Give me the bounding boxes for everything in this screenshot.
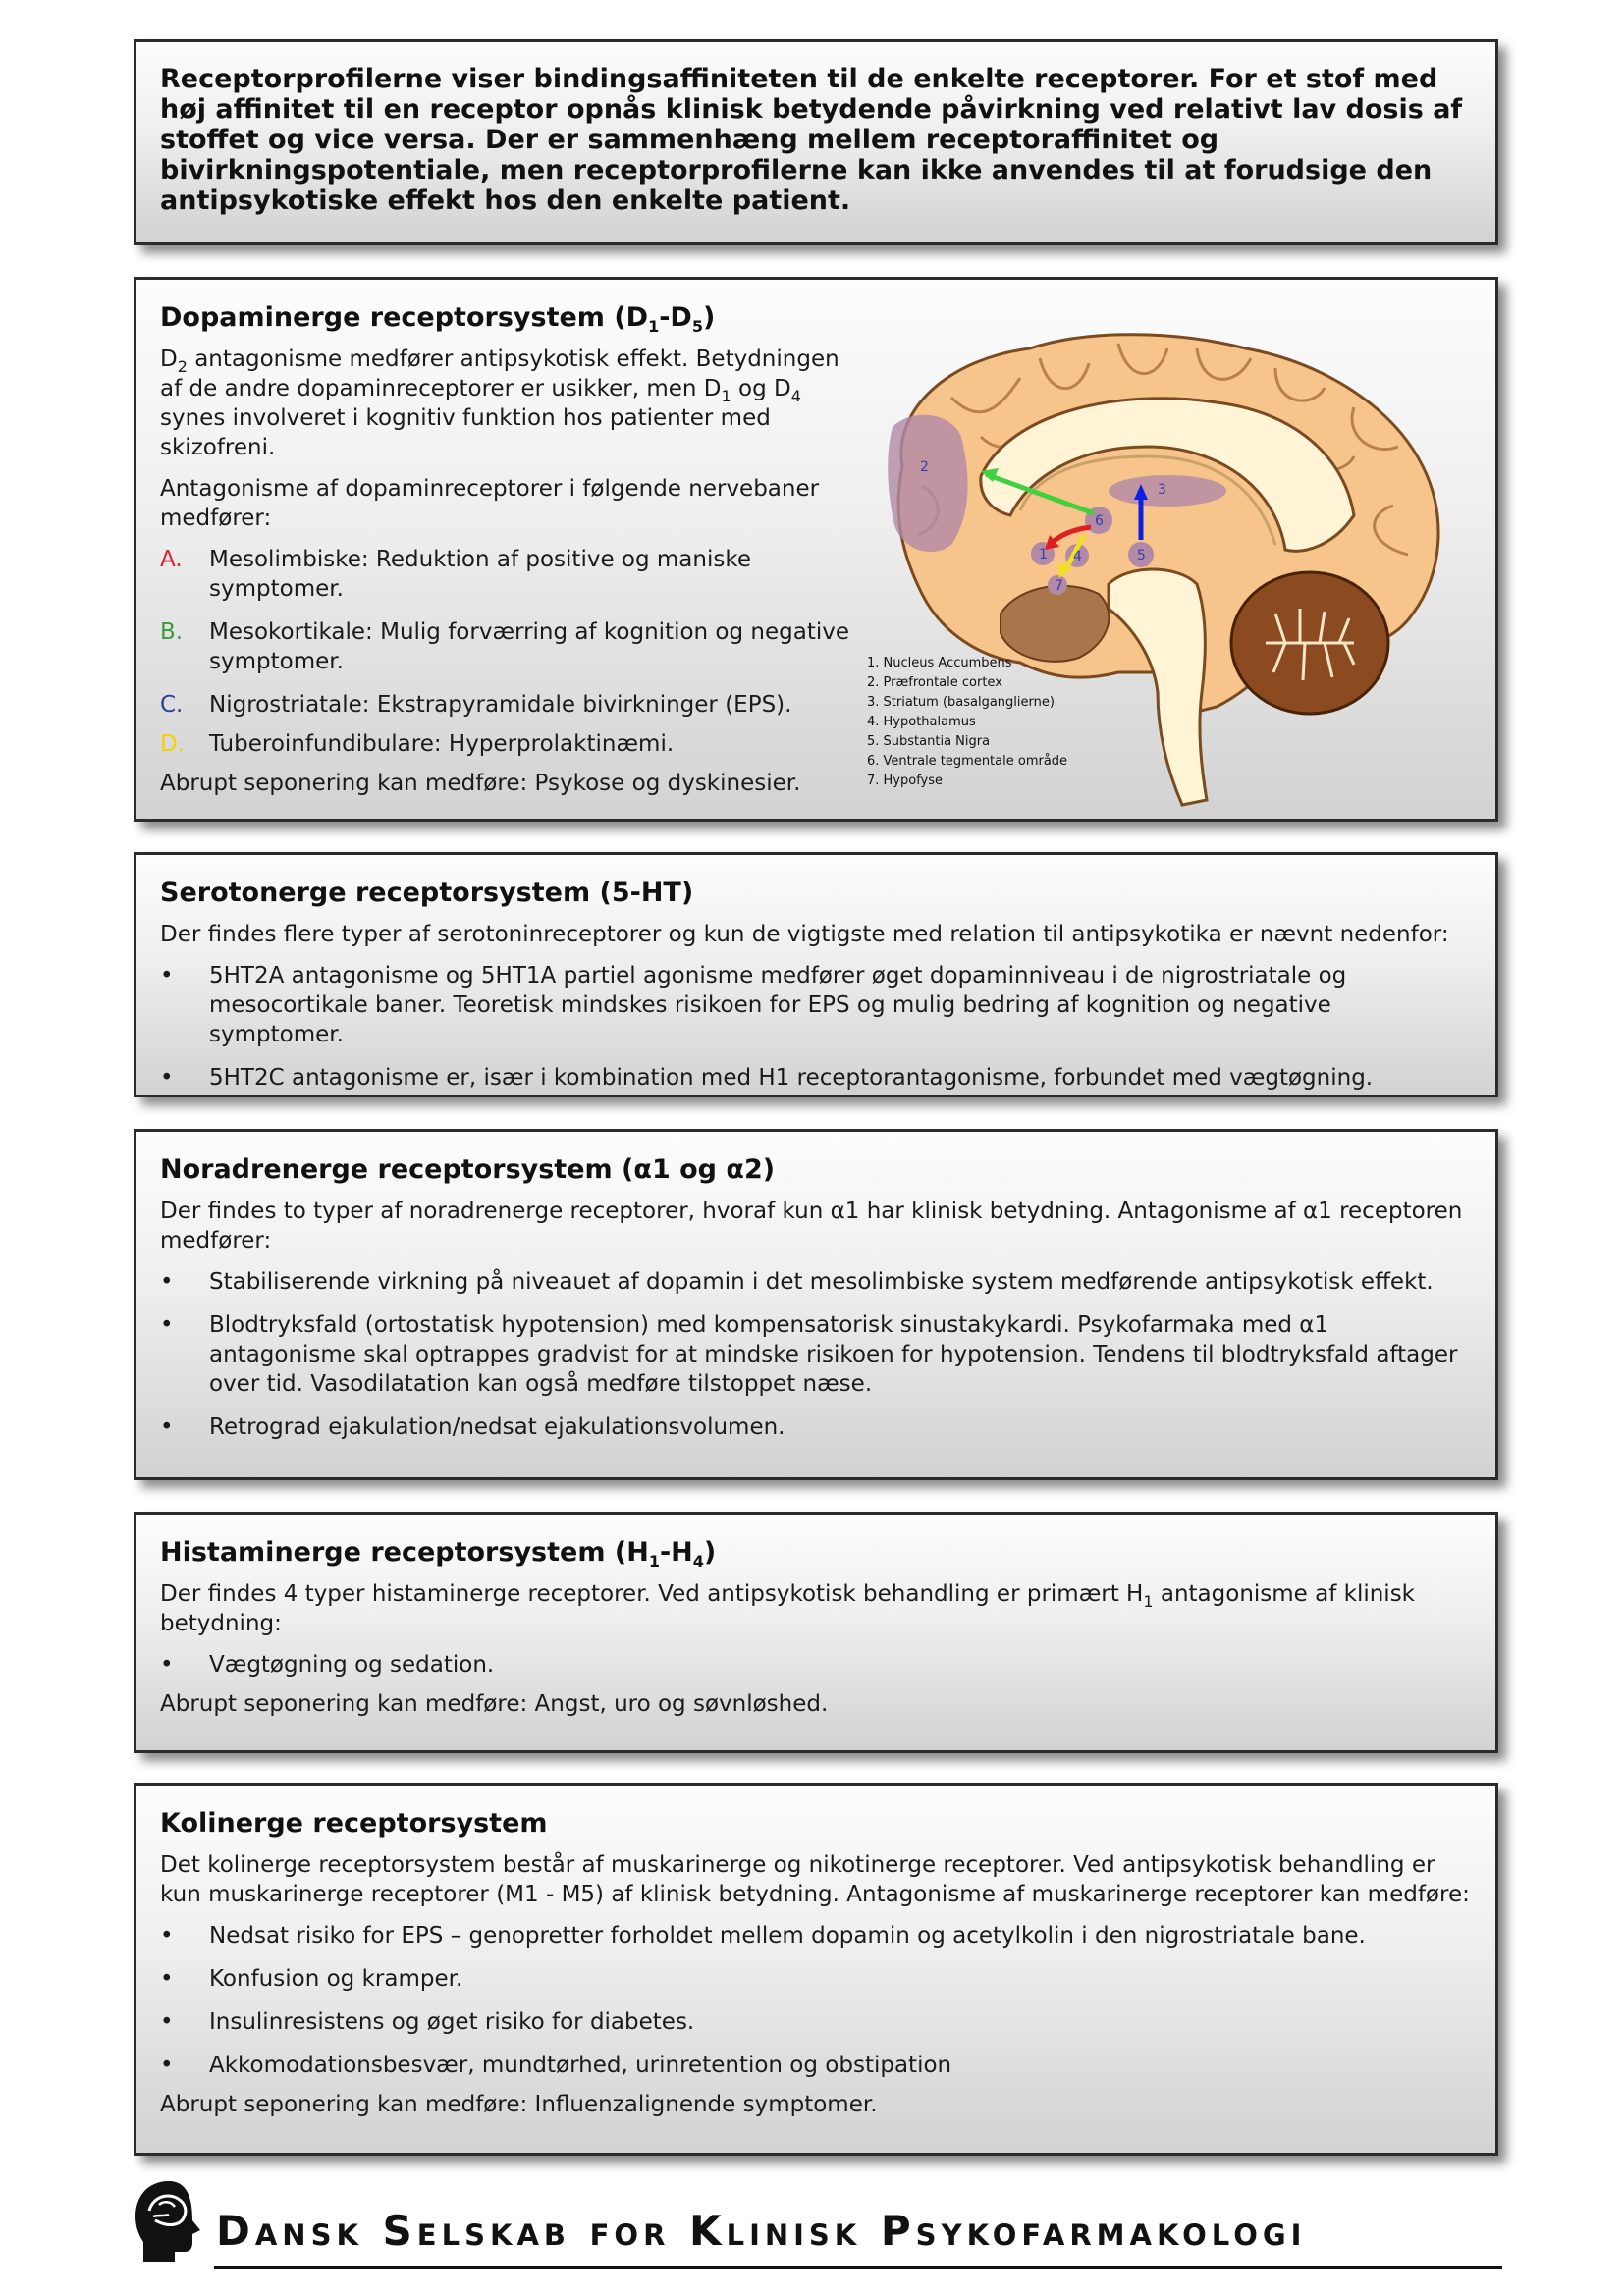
bullet-item: • Retrograd ejakulation/nedsat ejakulationsvolumen. xyxy=(160,1415,785,1440)
region-3-striatum xyxy=(1109,475,1226,507)
cholinergic-section xyxy=(134,1783,1498,2156)
brain-legend xyxy=(867,656,1067,788)
serotonin-title: Serotonerge receptorsystem (5-HT) xyxy=(160,878,694,908)
histamine-title: Histaminerge receptorsystem $(H_1-H_4)$ xyxy=(160,1537,717,1571)
bullet-item: • Insulinresistens og øget risiko for diabetes. xyxy=(160,2009,695,2035)
pathway-item-c: C. Nigrostriatale: Ekstrapyramidale bivirkninger (EPS). xyxy=(160,692,792,718)
cholinergic-paragraph-2: Abrupt seponering kan medføre: Influenzalignende symptomer. xyxy=(160,2092,878,2117)
bullet-item: • 5HT2C antagonisme er, især i kombination med H1 receptorantagonisme, forbundet med vægtøgning. xyxy=(160,1065,1374,1091)
cerebellum xyxy=(1231,572,1388,714)
histamine-section xyxy=(134,1512,1498,1753)
cholinergic-title: Kolinerge receptorsystem xyxy=(160,1808,548,1839)
intro-text: Receptorprofilerne viser bindingsaffiniteten til de enkelte receptorer. For et stof med høj affinitet til en receptor opnås klinisk betydende påvirkning ved relativt lav dosis af stoffet og vice versa. Der er sammenhæng mellem receptoraffinitet og bivirkningspotentiale, men receptorprofilerne kan ikke anvendes til at forudsige den antipsykotiske effekt hos den enkelte patient. xyxy=(160,64,1463,216)
noradrenaline-section xyxy=(134,1129,1498,1480)
cholinergic-paragraph-1: Det kolinerge receptorsystem består af muskarinerge og nikotinerge receptorer. Ved antipsykotisk behandling er kun muskarinerge receptorer (M1 - M5) af klinisk betydning. Antagonisme af muskarinerge receptorer kan medføre: xyxy=(160,1852,1470,1907)
bullet-item: • Nedsat risiko for EPS – genopretter forholdet mellem dopamin og acetylkolin i den nigrostriatale bane. xyxy=(160,1923,1366,1949)
bullet-item: • 5HT2A antagonisme og 5HT1A partiel agonisme medfører øget dopaminniveau i de nigrostriatale og mesocortikale baner. Teoretisk mindskes risikoen for EPS og mulig bedring af kognition og negative symptomer. xyxy=(160,963,1347,1047)
legend-item: 2. Præfrontale cortex xyxy=(867,675,1002,690)
noradrenaline-paragraph: Der findes to typer af noradrenerge receptorer, hvoraf kun α1 har klinisk betydning. Antagonisme af α1 receptoren medfører: xyxy=(160,1199,1463,1254)
region-label-6: 6 xyxy=(1095,513,1104,529)
region-2-prefrontal xyxy=(888,415,967,552)
dopamine-section xyxy=(134,277,1498,822)
brain-diagram xyxy=(863,319,1452,810)
serotonin-paragraph: Der findes flere typer af serotoninreceptorer og kun de vigtigste med relation til antipsykotika er nævnt nedenfor: xyxy=(160,922,1449,947)
pathway-letter-b: B. xyxy=(160,619,184,645)
dopamine-paragraph-1: $D_2$ antagonisme medfører antipsykotisk effekt. Betydningen af de andre dopaminreceptorer er usikker, men $D_1$ og $D_4$ synes involveret i kognitiv funktion hos patienter med skizofreni. xyxy=(160,347,839,460)
pathway-letter-a: A. xyxy=(160,547,183,572)
pathway-item-d: D. Tuberoinfundibulare: Hyperprolaktinæmi. xyxy=(160,731,675,757)
bullet-item: • Blodtryksfald (ortostatisk hypotension) med kompensatorisk sinustakykardi. Psykofarmaka med α1 antagonisme skal optrappes gradvist for at mindske risikoen for hypotension. Tendens til blodtryksfald aftager over tid. Vasodilatation kan også medføre tilstoppet næse. xyxy=(160,1312,1458,1397)
footer-title: Dansk Selskab for Klinisk Psykofarmakologi xyxy=(216,2207,1307,2255)
pathway-letter-c: C. xyxy=(160,692,184,718)
legend-item: 6. Ventrale tegmentale område xyxy=(867,754,1068,769)
pathway-letter-d: D. xyxy=(160,731,186,757)
legend-item: 5. Substantia Nigra xyxy=(867,734,991,749)
bullet-item: • Stabiliserende virkning på niveauet af dopamin i det mesolimbiske system medførende antipsykotisk effekt. xyxy=(160,1269,1434,1295)
bullet-item: • Konfusion og kramper. xyxy=(160,1966,463,1992)
footer-underline xyxy=(214,2266,1502,2269)
bullet-item: • Vægtøgning og sedation. xyxy=(160,1652,495,1678)
dopamine-paragraph-2: Antagonisme af dopaminreceptorer i følgende nervebaner medfører: xyxy=(160,476,820,531)
dopamine-title: Dopaminerge receptorsystem $(D_1-D_5)$ xyxy=(160,302,716,336)
pathway-item-a: A. Mesolimbiske: Reduktion af positive og maniske symptomer. xyxy=(160,547,751,602)
dopamine-text xyxy=(160,301,867,798)
bullet-item: • Akkomodationsbesvær, mundtørhed, urinretention og obstipation xyxy=(160,2053,952,2078)
intro-box xyxy=(134,39,1498,245)
legend-item: 4. Hypothalamus xyxy=(867,715,976,729)
region-label-3: 3 xyxy=(1158,482,1166,498)
midbrain-region xyxy=(1001,586,1109,662)
region-label-1: 1 xyxy=(1039,547,1048,562)
pathway-item-b: B. Mesokortikale: Mulig forværring af kognition og negative symptomer. xyxy=(160,619,849,674)
histamine-paragraph-2: Abrupt seponering kan medføre: Angst, uro og søvnløshed. xyxy=(160,1691,829,1717)
legend-item: 7. Hypofyse xyxy=(867,774,944,788)
legend-item: 3. Striatum (basalganglierne) xyxy=(867,695,1055,710)
brainstem xyxy=(1109,569,1207,805)
region-label-4: 4 xyxy=(1073,549,1082,564)
noradrenaline-title: Noradrenerge receptorsystem (α1 og α2) xyxy=(160,1154,776,1185)
region-label-7: 7 xyxy=(1055,578,1063,594)
histamine-paragraph-1: Der findes 4 typer histaminerge receptorer. Ved antipsykotisk behandling er primært $H_1$ antagonisme af klinisk betydning: xyxy=(160,1581,1416,1636)
legend-item: 1. Nucleus Accumbens xyxy=(867,656,1012,670)
footer xyxy=(130,2177,1504,2275)
serotonin-section xyxy=(134,852,1498,1097)
dopamine-paragraph-3: Abrupt seponering kan medføre: Psykose og dyskinesier. xyxy=(160,771,801,796)
region-label-5: 5 xyxy=(1137,548,1146,563)
region-label-2: 2 xyxy=(920,459,929,475)
head-logo-icon xyxy=(130,2177,208,2268)
